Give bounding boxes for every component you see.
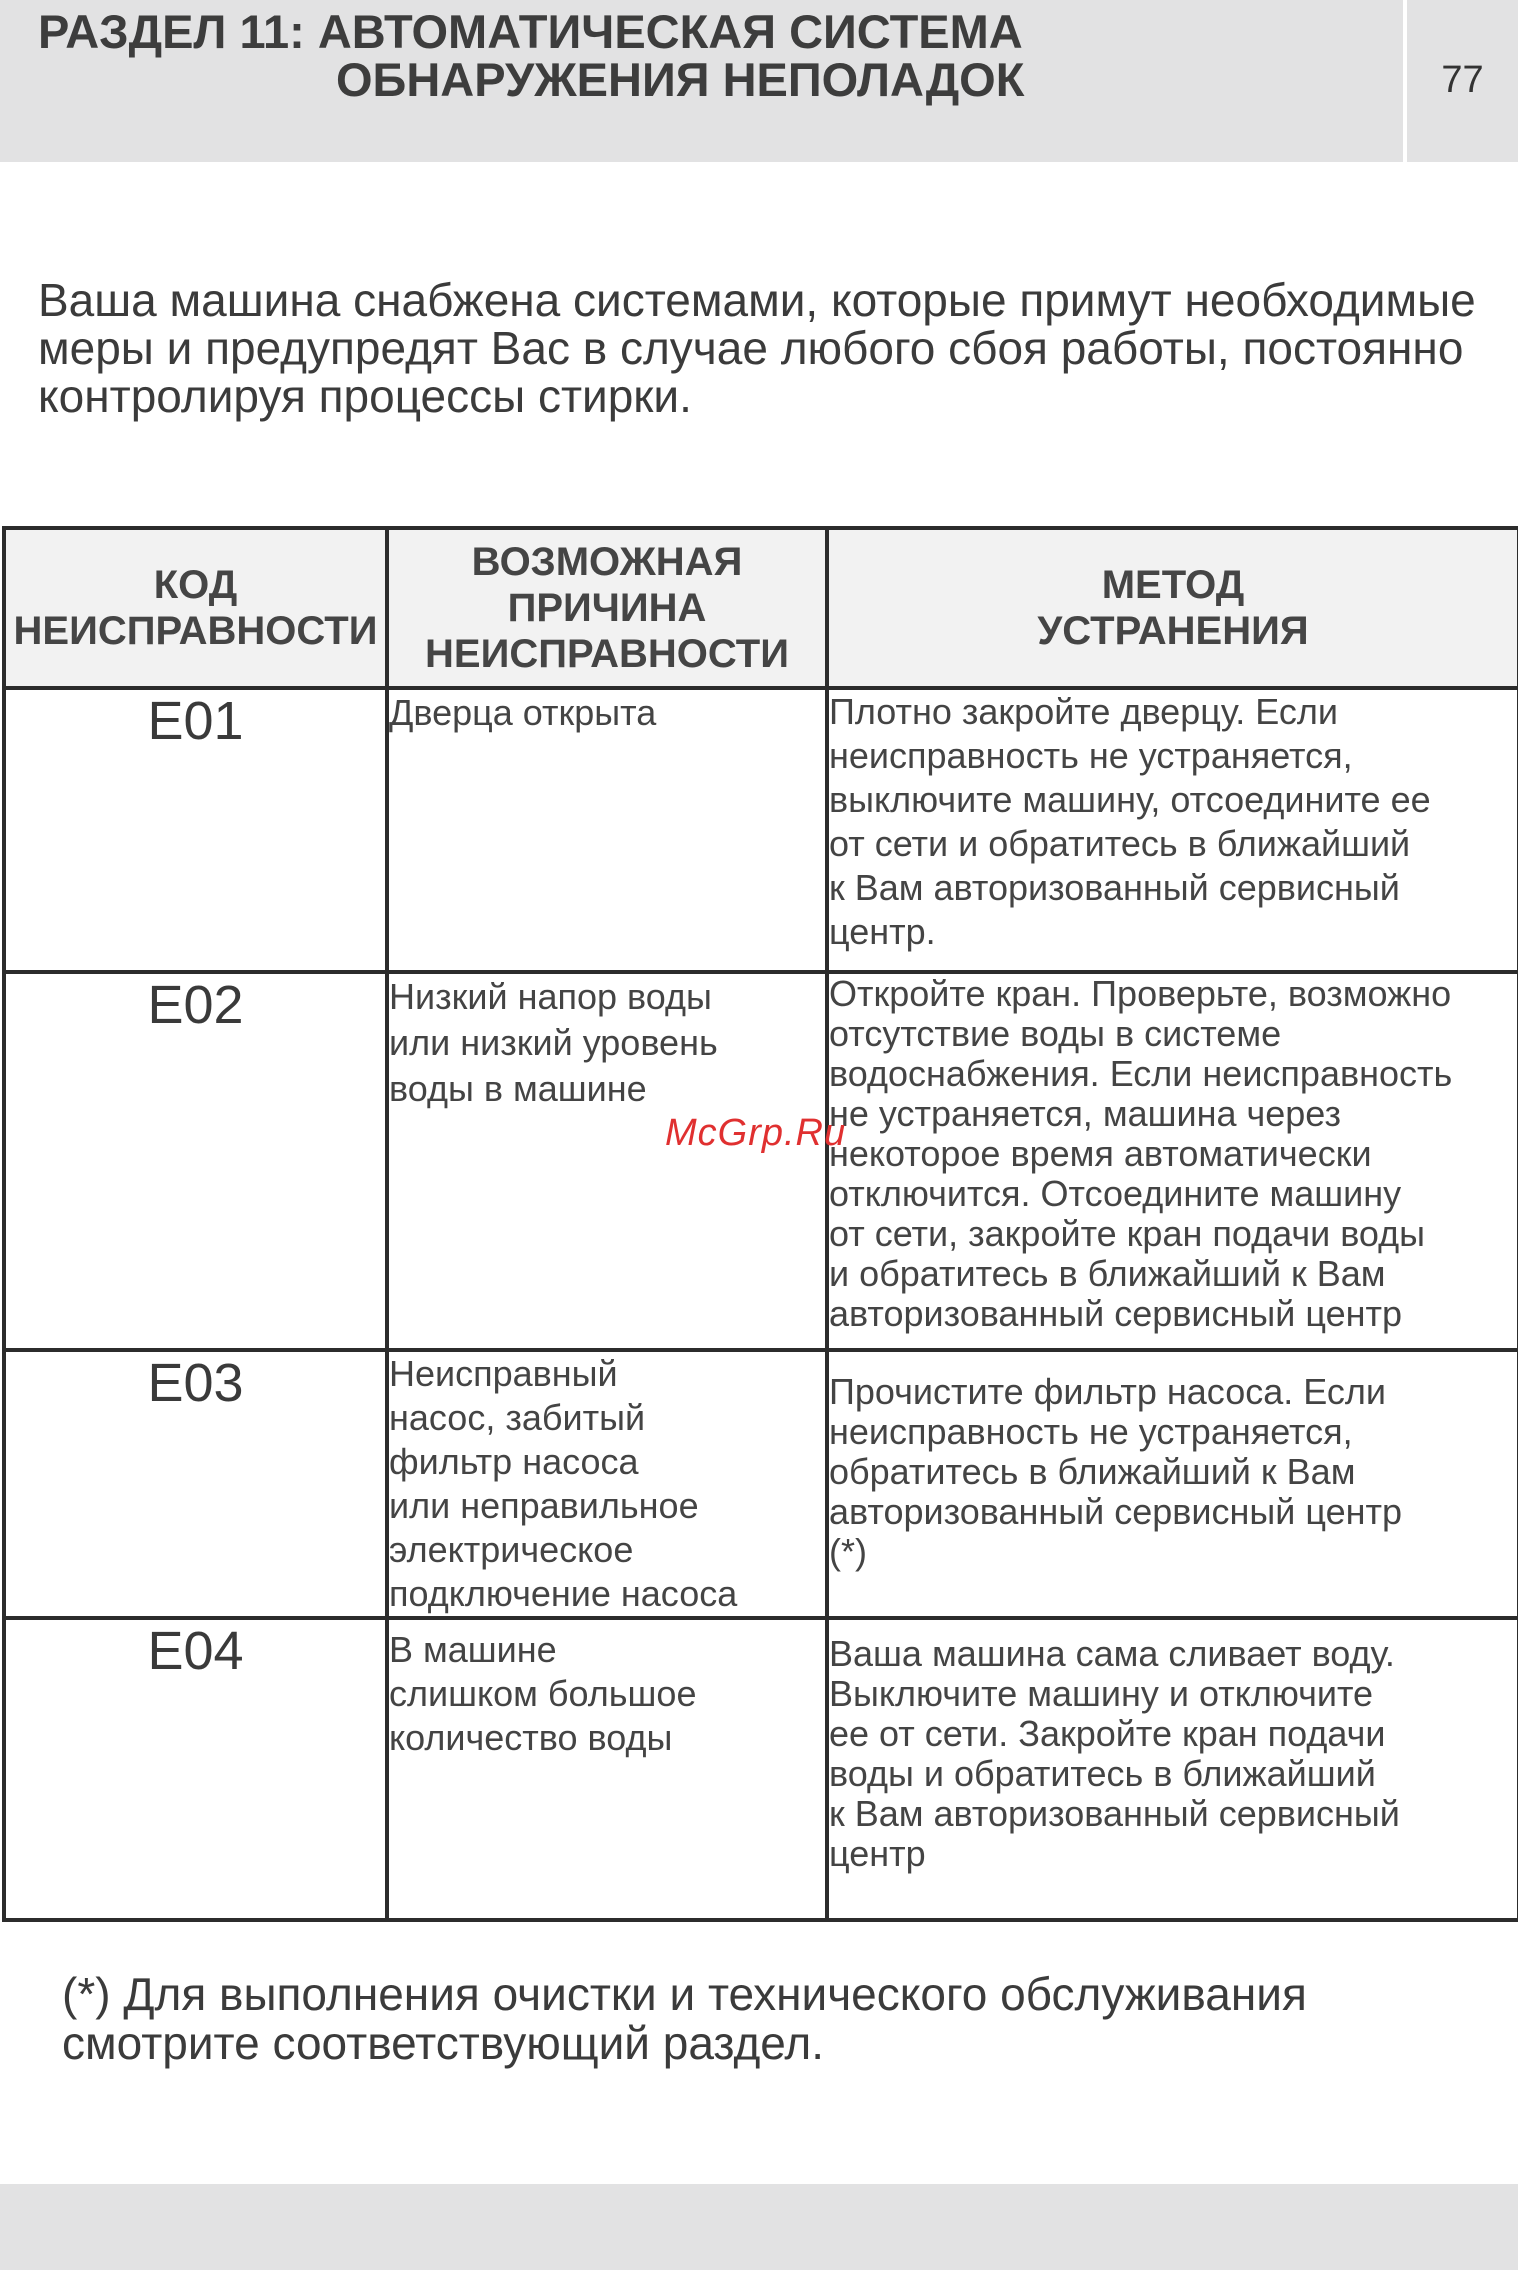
fix-method [827, 972, 1518, 1350]
cause-line: или неправильное [389, 1485, 699, 1526]
page-number: 77 [1441, 59, 1484, 101]
footnote: (*) Для выполнения очистки и технического обслуживания смотрите соответствующий раздел. [62, 1968, 1307, 2069]
cause-line: подключение насоса [389, 1573, 738, 1614]
method-line: Ваша машина сама сливает воду. [829, 1633, 1395, 1674]
fault-code: E02 [4, 972, 387, 1350]
fault-cause [387, 688, 827, 972]
table-row [4, 1350, 1518, 1618]
fault-codes-table [2, 526, 1518, 1922]
cause-line: В машине [389, 1629, 557, 1670]
cause-line: насос, забитый [389, 1397, 646, 1438]
fix-method [827, 1618, 1518, 1920]
method-line: авторизованный сервисный центр [829, 1491, 1402, 1532]
fault-cause [387, 972, 827, 1350]
fault-code: E04 [4, 1618, 387, 1920]
intro-paragraph: Ваша машина снабжена системами, которые примут необходимые меры и предупредят Вас в случае любого сбоя работы, постоянно контролируя процессы стирки. [38, 274, 1476, 422]
method-line: отключится. Отсоедините машину [829, 1173, 1402, 1214]
fault-code: E01 [4, 688, 387, 972]
section-title [38, 5, 1025, 106]
method-line: центр [829, 1833, 926, 1874]
cause-line: Низкий напор воды [389, 976, 712, 1017]
method-line: (*) [829, 1531, 867, 1572]
method-line: не устраняется, машина через [829, 1093, 1342, 1134]
footer-band [0, 2184, 1518, 2270]
header-method-line: МЕТОД [1101, 563, 1245, 607]
cause-line: электрическое [389, 1529, 634, 1570]
method-line: водоснабжения. Если неисправность [829, 1053, 1453, 1094]
method-line: Плотно закройте дверцу. Если [829, 691, 1338, 732]
cause-line: или низкий уровень [389, 1022, 718, 1063]
method-line: некоторое время автоматически [829, 1133, 1372, 1174]
page-header [0, 0, 1518, 162]
method-line: Прочистите фильтр насоса. Если [829, 1371, 1386, 1412]
method-line: обратитесь в ближайший к Вам [829, 1451, 1356, 1492]
cause-line: воды в машине [389, 1068, 647, 1109]
method-line: авторизованный сервисный центр [829, 1293, 1402, 1334]
section-title-line-1: РАЗДЕЛ 11: АВТОМАТИЧЕСКАЯ СИСТЕМА [38, 5, 1023, 58]
cause-line: количество воды [389, 1717, 673, 1758]
cause-line: Дверца открыта [389, 692, 657, 733]
method-line: к Вам авторизованный сервисный [829, 867, 1400, 908]
header-code-line: КОД [153, 563, 238, 607]
header-method-line: УСТРАНЕНИЯ [1037, 609, 1309, 653]
fix-method [827, 688, 1518, 972]
header-cause-line: НЕИСПРАВНОСТИ [425, 632, 789, 676]
header-cause-line: ВОЗМОЖНАЯ [471, 540, 743, 584]
cause-line: Неисправный [389, 1353, 618, 1394]
method-line: неисправность не устраняется, [829, 735, 1353, 776]
header-method [827, 528, 1518, 688]
fault-cause [387, 1350, 827, 1618]
cause-line: фильтр насоса [389, 1441, 639, 1482]
table-row [4, 1618, 1518, 1920]
fix-method [827, 1350, 1518, 1618]
method-line: отсутствие воды в системе [829, 1013, 1282, 1054]
method-line: выключите машину, отсоедините ее [829, 779, 1431, 820]
header-cause [387, 528, 827, 688]
method-line: ее от сети. Закройте кран подачи [829, 1713, 1386, 1754]
cause-line: слишком большое [389, 1673, 697, 1714]
fault-code: E03 [4, 1350, 387, 1618]
watermark: McGrp.Ru [665, 1112, 847, 1154]
method-line: к Вам авторизованный сервисный [829, 1793, 1400, 1834]
method-line: неисправность не устраняется, [829, 1411, 1353, 1452]
table-row [4, 972, 1518, 1350]
header-cause-line: ПРИЧИНА [507, 586, 707, 630]
method-line: воды и обратитесь в ближайший [829, 1753, 1376, 1794]
table-row [4, 688, 1518, 972]
method-line: и обратитесь в ближайший к Вам [829, 1253, 1386, 1294]
method-line: Выключите машину и отключите [829, 1673, 1374, 1714]
table-header-row [4, 528, 1518, 688]
header-code-line: НЕИСПРАВНОСТИ [13, 609, 378, 653]
section-title-line-2: ОБНАРУЖЕНИЯ НЕПОЛАДОК [336, 53, 1025, 106]
method-line: Откройте кран. Проверьте, возможно [829, 973, 1452, 1014]
fault-cause [387, 1618, 827, 1920]
method-line: от сети и обратитесь в ближайший [829, 823, 1411, 864]
header-code [4, 528, 387, 688]
method-line: от сети, закройте кран подачи воды [829, 1213, 1426, 1254]
method-line: центр. [829, 911, 936, 952]
